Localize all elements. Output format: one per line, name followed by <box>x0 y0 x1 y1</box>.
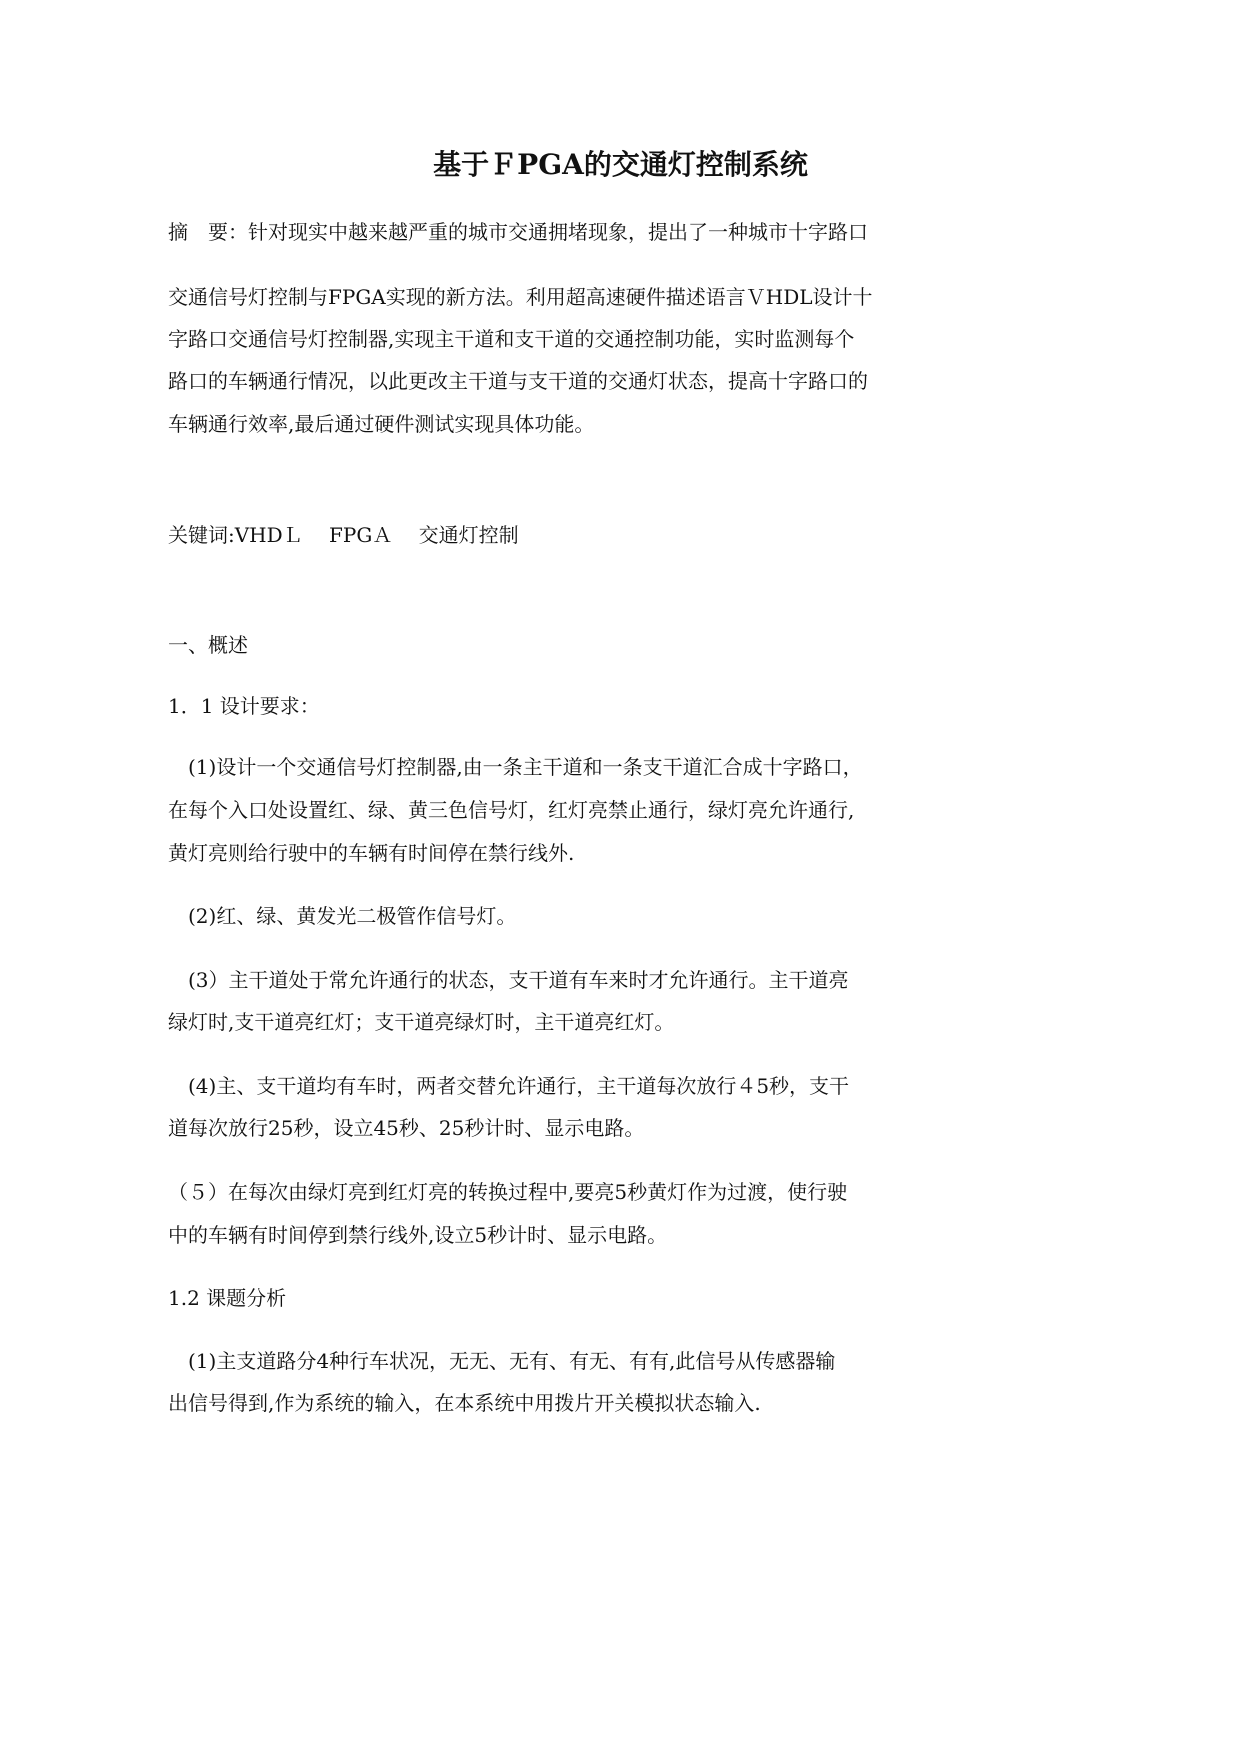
paragraph-line: 中的车辆有时间停到禁行线外,设立5秒计时、显示电路。 <box>168 1223 668 1247</box>
paragraph-line: 黄灯亮则给行驶中的车辆有时间停在禁行线外. <box>168 841 575 865</box>
paragraph-line: (4)主、支干道均有车时，两者交替允许通行，主干道每次放行４5秒，支干 <box>168 1074 850 1098</box>
subsection-heading: 1.2 课题分析 <box>168 1286 287 1310</box>
paragraph-line: 出信号得到,作为系统的输入，在本系统中用拨片开关模拟状态输入. <box>168 1391 761 1415</box>
keywords: 关键词:VHDＬ FPGＡ 交通灯控制 <box>168 523 519 547</box>
paragraph-line: （５）在每次由绿灯亮到红灯亮的转换过程中,要亮5秒黄灯作为过渡，使行驶 <box>168 1180 848 1204</box>
subsection-heading: 1．1 设计要求： <box>168 694 320 718</box>
abstract-line: 摘 要：针对现实中越来越严重的城市交通拥堵现象，提出了一种城市十字路口 <box>168 220 868 244</box>
paragraph-line: 道每次放行25秒，设立45秒、25秒计时、显示电路。 <box>168 1116 645 1140</box>
section-heading: 一、概述 <box>168 633 248 657</box>
paragraph-line: 绿灯时,支干道亮红灯；支干道亮绿灯时，主干道亮红灯。 <box>168 1010 675 1034</box>
document-title: 基于ＦPGA的交通灯控制系统 <box>433 148 808 181</box>
abstract-line: 路口的车辆通行情况，以此更改主干道与支干道的交通灯状态，提高十字路口的 <box>168 369 868 393</box>
abstract-line: 车辆通行效率,最后通过硬件测试实现具体功能。 <box>168 412 595 436</box>
paragraph-line: (3）主干道处于常允许通行的状态，支干道有车来时才允许通行。主干道亮 <box>168 968 849 992</box>
paragraph-line: (1)设计一个交通信号灯控制器,由一条主干道和一条支干道汇合成十字路口， <box>168 755 863 779</box>
paragraph-line: (1)主支道路分4种行车状况，无无、无有、有无、有有,此信号从传感器输 <box>168 1349 836 1373</box>
paragraph-line: 在每个入口处设置红、绿、黄三色信号灯，红灯亮禁止通行，绿灯亮允许通行, <box>168 798 855 822</box>
abstract-line: 交通信号灯控制与FPGA实现的新方法。利用超高速硬件描述语言ＶHDL设计十 <box>168 285 873 309</box>
abstract-line: 字路口交通信号灯控制器,实现主干道和支干道的交通控制功能，实时监测每个 <box>168 327 855 351</box>
paragraph-line: (2)红、绿、黄发光二极管作信号灯。 <box>168 904 517 928</box>
